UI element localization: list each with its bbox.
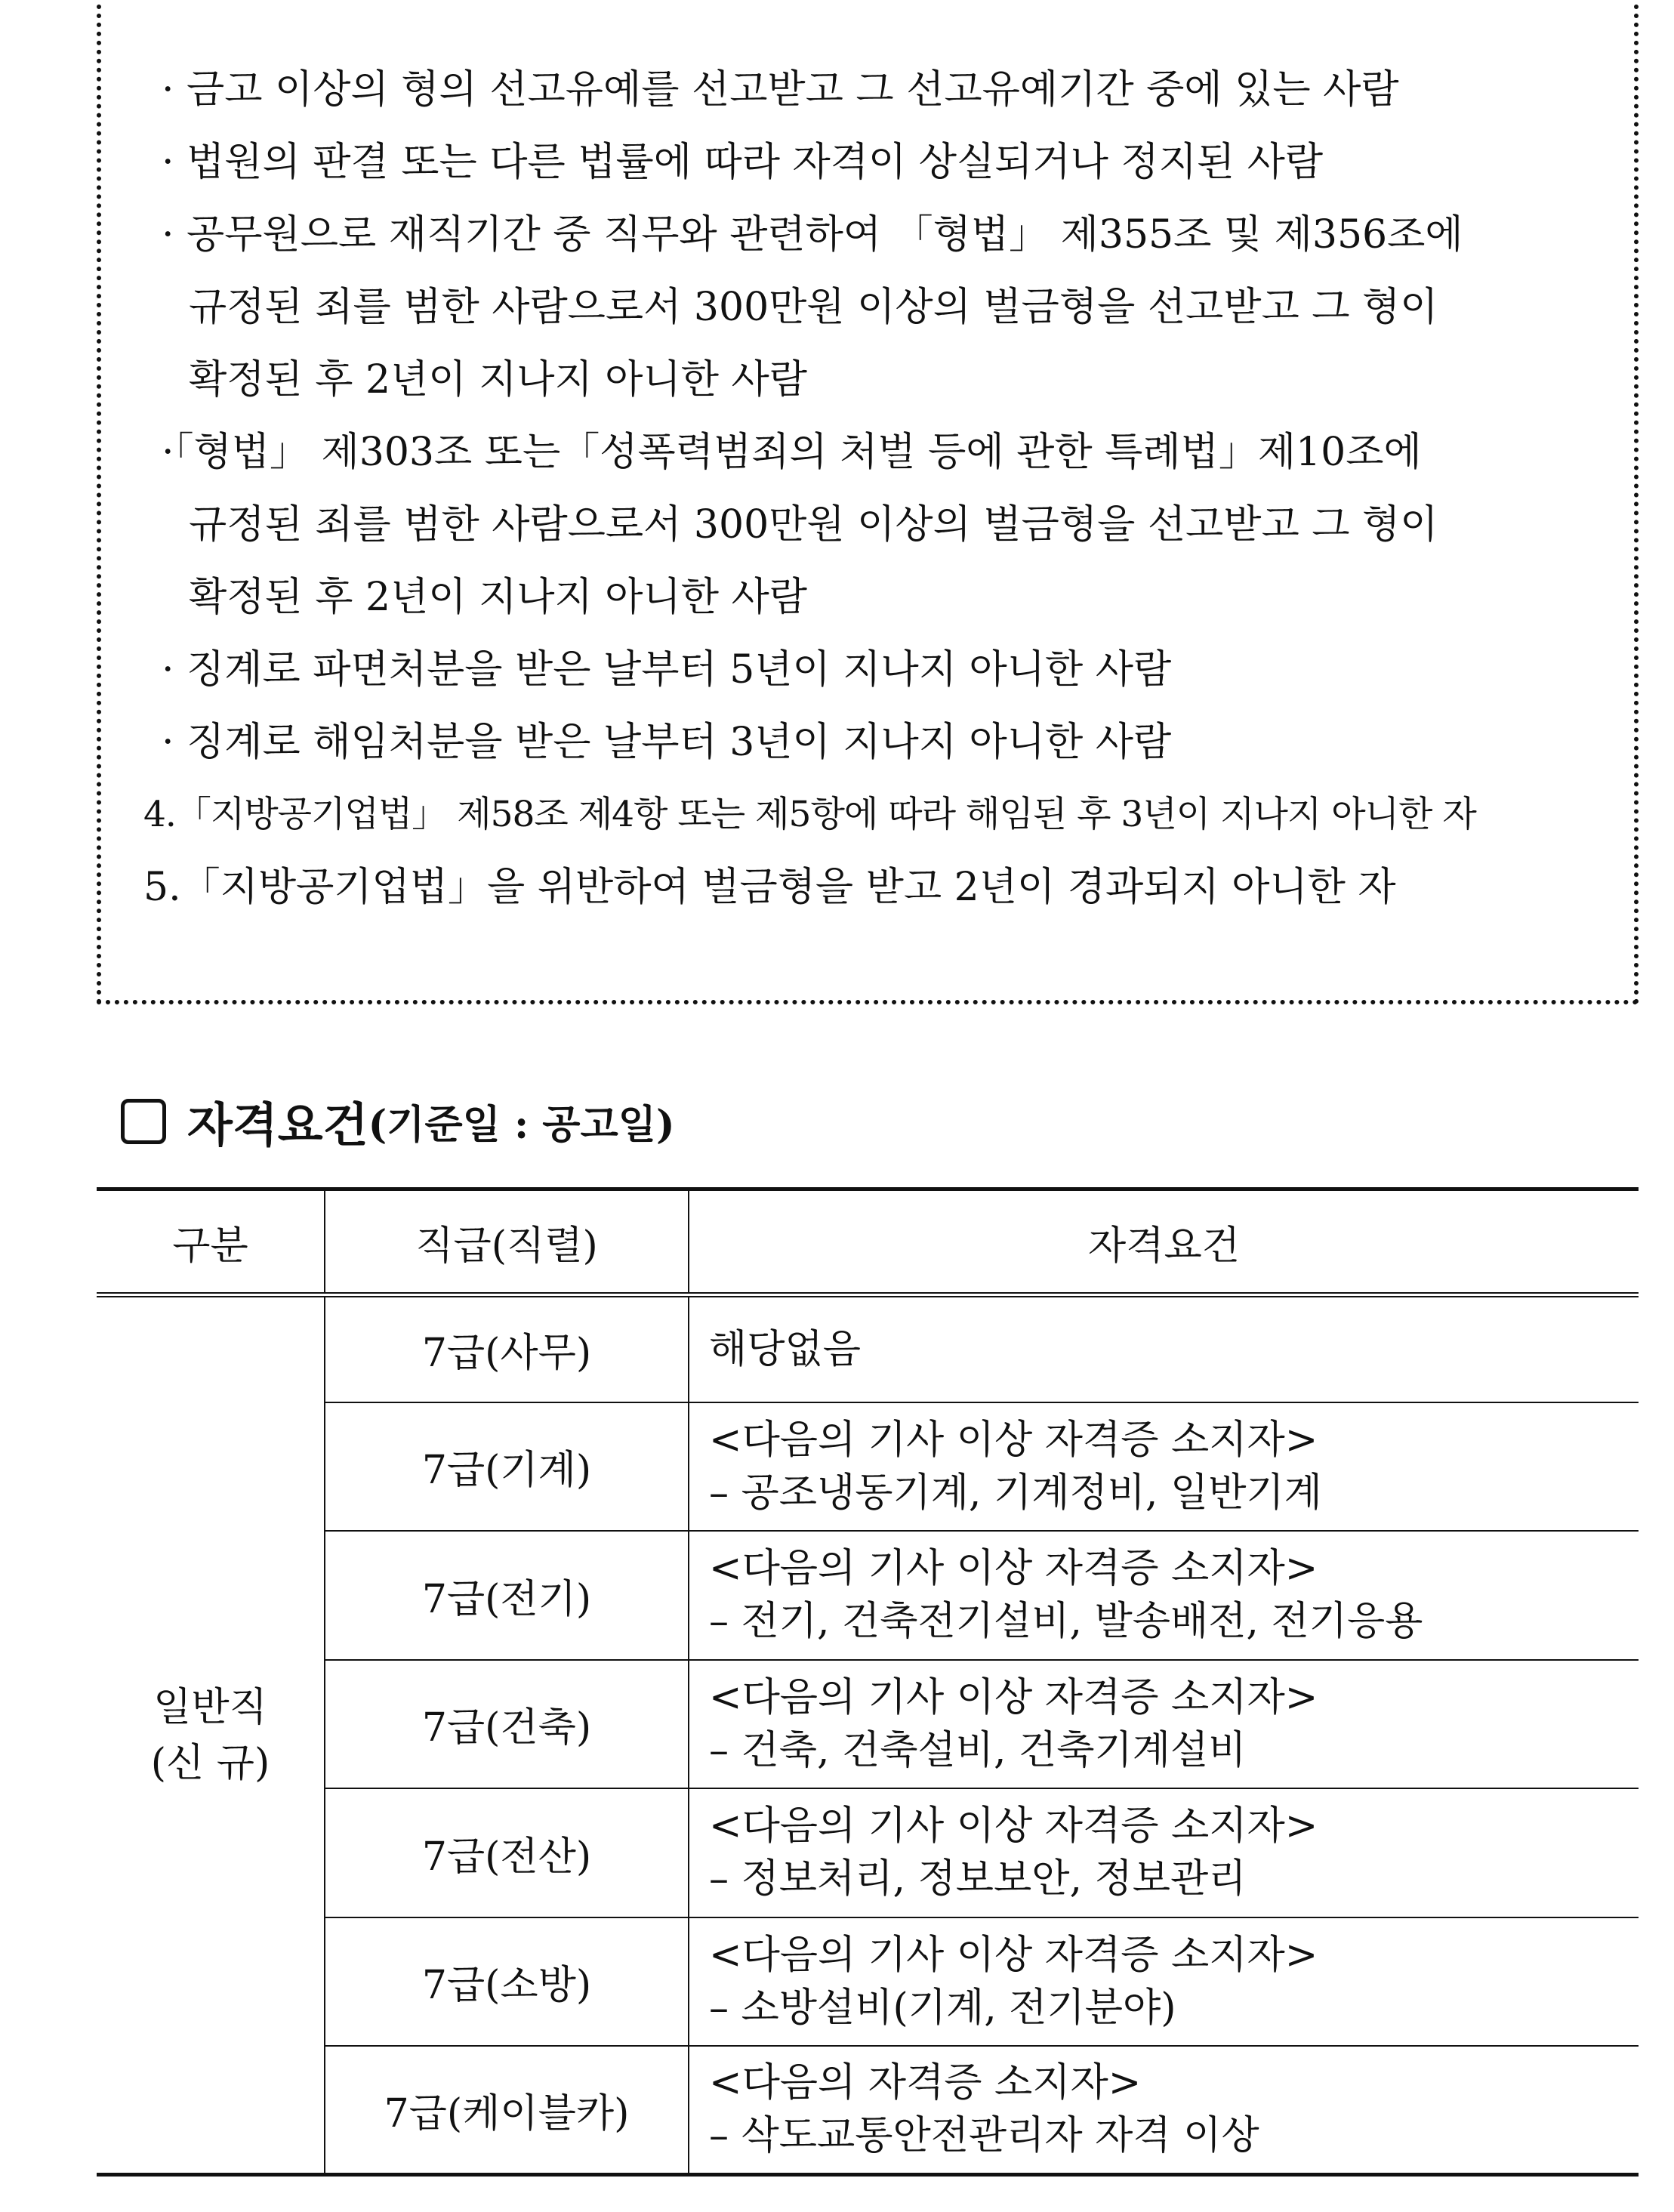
requirement-detail: – 소방설비(기계, 전기분야)	[709, 1985, 1176, 2031]
section-title: 자격요건	[187, 1097, 368, 1152]
notice-line: · 징계로 파면처분을 받은 날부터 5년이 지나지 아니한 사람	[162, 647, 1172, 693]
notice-line: 규정된 죄를 범한 사람으로서 300만원 이상의 벌금형을 선고받고 그 형이	[189, 285, 1438, 330]
notice-line: 규정된 죄를 범한 사람으로서 300만원 이상의 벌금형을 선고받고 그 형이	[189, 502, 1438, 548]
section-heading	[121, 1087, 675, 1155]
grade-cell: 7급(건축)	[325, 1660, 689, 1788]
checkbox-icon	[121, 1099, 166, 1144]
notice-line: ·「형법」 제303조 또는「성폭력범죄의 처벌 등에 관한 특례법」제10조에	[162, 430, 1422, 475]
notice-line: 4.「지방공기업법」 제58조 제4항 또는 제5항에 따라 해임된 후 3년이 지나지 아니한 자	[143, 794, 1476, 835]
table-row	[97, 1917, 1639, 2046]
requirement-heading: <다음의 기사 이상 자격증 소지자>	[709, 1674, 1318, 1720]
notice-line: 5.「지방공기업법」을 위반하여 벌금형을 받고 2년이 경과되지 아니한 자	[143, 865, 1396, 910]
requirement-cell	[689, 1295, 1639, 1402]
notice-line: 확정된 후 2년이 지나지 아니한 사람	[189, 575, 807, 620]
table-header-row	[97, 1189, 1639, 1295]
table-row	[97, 1788, 1639, 1917]
notice-line: 확정된 후 2년이 지나지 아니한 사람	[189, 357, 807, 403]
division-sublabel: (신 규)	[150, 1740, 270, 1786]
requirement-cell	[689, 2046, 1639, 2175]
division-cell	[97, 1295, 325, 2175]
header-division: 구분	[97, 1189, 325, 1295]
requirement-cell	[689, 1531, 1639, 1659]
grade-cell: 7급(기계)	[325, 1402, 689, 1531]
grade-cell: 7급(전산)	[325, 1788, 689, 1917]
requirement-heading: <다음의 기사 이상 자격증 소지자>	[709, 1546, 1318, 1592]
table-row	[97, 2046, 1639, 2175]
table-row	[97, 1402, 1639, 1531]
requirement-detail: – 삭도교통안전관리자 자격 이상	[709, 2113, 1259, 2159]
requirement-detail: – 건축, 건축설비, 건축기계설비	[709, 1727, 1247, 1773]
requirement-heading: <다음의 기사 이상 자격증 소지자>	[709, 1803, 1318, 1850]
requirement-text: 해당없음	[709, 1326, 861, 1372]
grade-cell: 7급(케이블카)	[325, 2046, 689, 2175]
table-row	[97, 1295, 1639, 1402]
requirement-heading: <다음의 기사 이상 자격증 소지자>	[709, 1932, 1318, 1978]
grade-cell: 7급(사무)	[325, 1295, 689, 1402]
header-grade: 직급(직렬)	[325, 1189, 689, 1295]
notice-line: · 공무원으로 재직기간 중 직무와 관련하여 「형법」 제355조 및 제356조에	[162, 212, 1463, 258]
notice-line: · 법원의 판결 또는 다른 법률에 따라 자격이 상실되거나 정지된 사람	[162, 140, 1324, 185]
table-row	[97, 1531, 1639, 1659]
requirement-heading: <다음의 기사 이상 자격증 소지자>	[709, 1417, 1318, 1463]
requirement-detail: – 정보처리, 정보보안, 정보관리	[709, 1856, 1247, 1902]
notice-line: · 금고 이상의 형의 선고유예를 선고받고 그 선고유예기간 중에 있는 사람	[162, 67, 1399, 113]
table-row	[97, 1660, 1639, 1788]
header-requirement: 자격요건	[689, 1189, 1639, 1295]
requirement-detail: – 전기, 건축전기설비, 발송배전, 전기응용	[709, 1599, 1423, 1645]
requirement-cell	[689, 1660, 1639, 1788]
section-subtitle: (기준일 : 공고일)	[368, 1102, 675, 1148]
notice-line: · 징계로 해임처분을 받은 날부터 3년이 지나지 아니한 사람	[162, 720, 1172, 765]
qualification-table	[97, 1187, 1639, 2177]
requirement-cell	[689, 1402, 1639, 1531]
division-label: 일반직	[153, 1684, 267, 1730]
requirement-detail: – 공조냉동기계, 기계정비, 일반기계	[709, 1470, 1322, 1516]
grade-cell: 7급(전기)	[325, 1531, 689, 1659]
grade-cell: 7급(소방)	[325, 1917, 689, 2046]
requirement-heading: <다음의 자격증 소지자>	[709, 2060, 1142, 2106]
requirement-cell	[689, 1788, 1639, 1917]
requirement-cell	[689, 1917, 1639, 2046]
